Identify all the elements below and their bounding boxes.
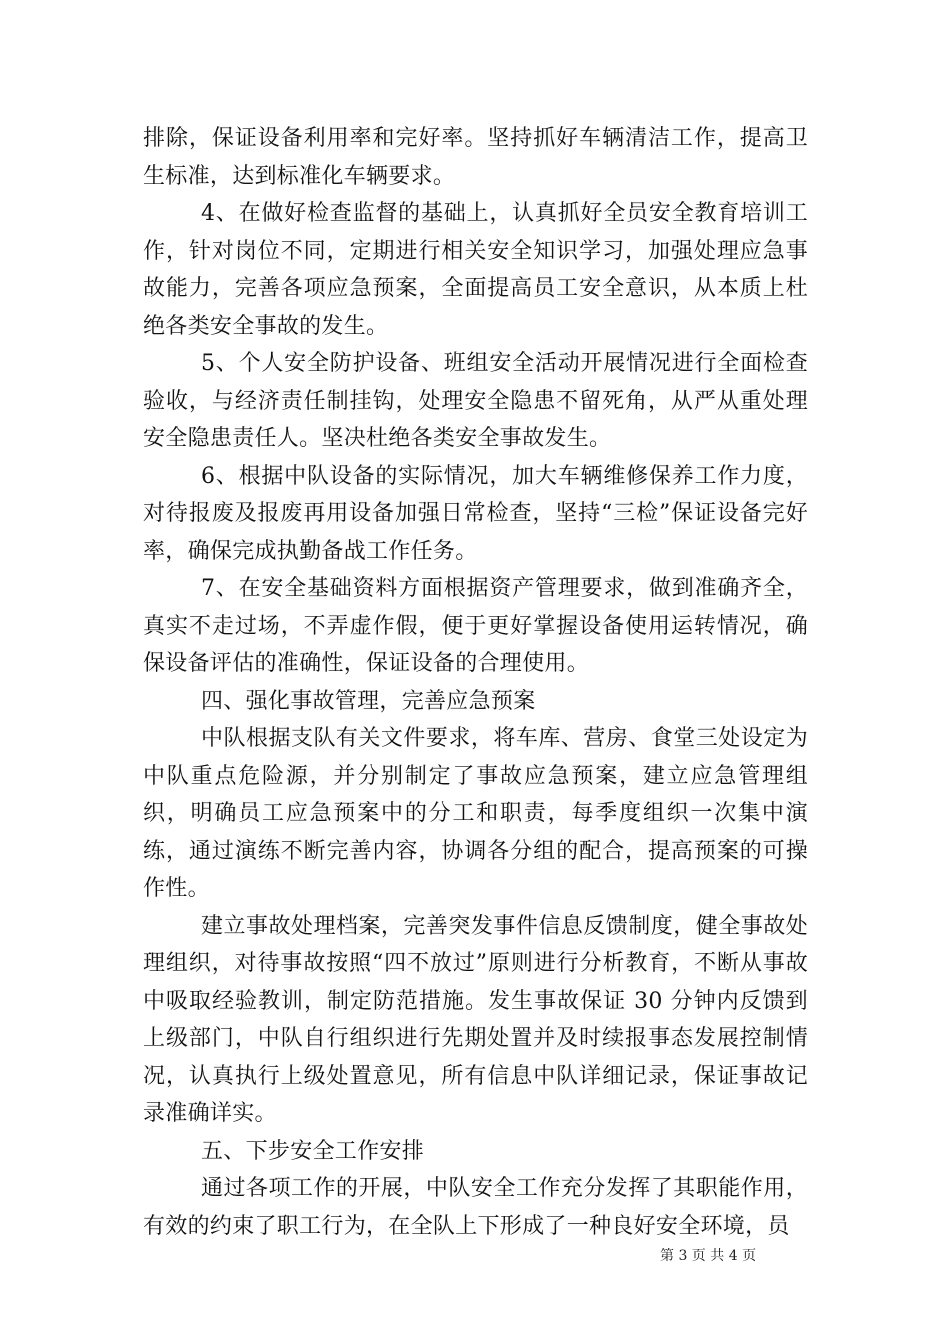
page-number: 第 3 页 共 4 页 (660, 1248, 757, 1264)
document-body (143, 120, 808, 1245)
section-heading-4: 四、强化事故管理，完善应急预案 (201, 688, 536, 714)
paragraph-emergency-plan: 中队根据支队有关文件要求，将车库、营房、食堂三处设定为中队重点危险源，并分别制定了事故应急预案，建立应急管理组织，明确员工应急预案中的分工和职责，每季度组织一次集中演练，通过演练不断完善内容，协调各分组的配合，提高预案的可操作性。 (143, 726, 808, 901)
paragraph-continuation: 排除，保证设备利用率和完好率。坚持抓好车辆清洁工作，提高卫生标准，达到标准化车辆要求。 (143, 126, 808, 189)
paragraph-item-6: 6、根据中队设备的实际情况，加大车辆维修保养工作力度，对待报废及报废再用设备加强日常检查，坚持“三检”保证设备完好率，确保完成执勤备战工作任务。 (143, 463, 808, 564)
paragraph-accident-archive: 建立事故处理档案，完善突发事件信息反馈制度，健全事故处理组织，对待事故按照“四不放过”原则进行分析教育，不断从事故中吸取经验教训，制定防范措施。发生事故保证 30 分钟内反馈到上级部门，中队自行组织进行先期处置并及时续报事态发展控制情况，认真执行上级处置意见，所有信息中队详细记录，保证事故记录准确详实。 (143, 913, 808, 1126)
paragraph-next-steps: 通过各项工作的开展，中队安全工作充分发挥了其职能作用，有效的约束了职工行为，在全队上下形成了一种良好安全环境，员 (143, 1176, 808, 1239)
paragraph-item-7: 7、在安全基础资料方面根据资产管理要求，做到准确齐全，真实不走过场，不弄虚作假，便于更好掌握设备使用运转情况，确保设备评估的准确性，保证设备的合理使用。 (143, 576, 808, 676)
paragraph-item-4: 4、在做好检查监督的基础上，认真抓好全员安全教育培训工作，针对岗位不同，定期进行相关安全知识学习，加强处理应急事故能力，完善各项应急预案，全面提高员工安全意识，从本质上杜绝各类安全事故的发生。 (143, 201, 808, 339)
paragraph-item-5: 5、个人安全防护设备、班组安全活动开展情况进行全面检查验收，与经济责任制挂钩，处理安全隐患不留死角，从严从重处理安全隐患责任人。坚决杜绝各类安全事故发生。 (143, 351, 808, 451)
section-heading-5: 五、下步安全工作安排 (201, 1138, 425, 1164)
